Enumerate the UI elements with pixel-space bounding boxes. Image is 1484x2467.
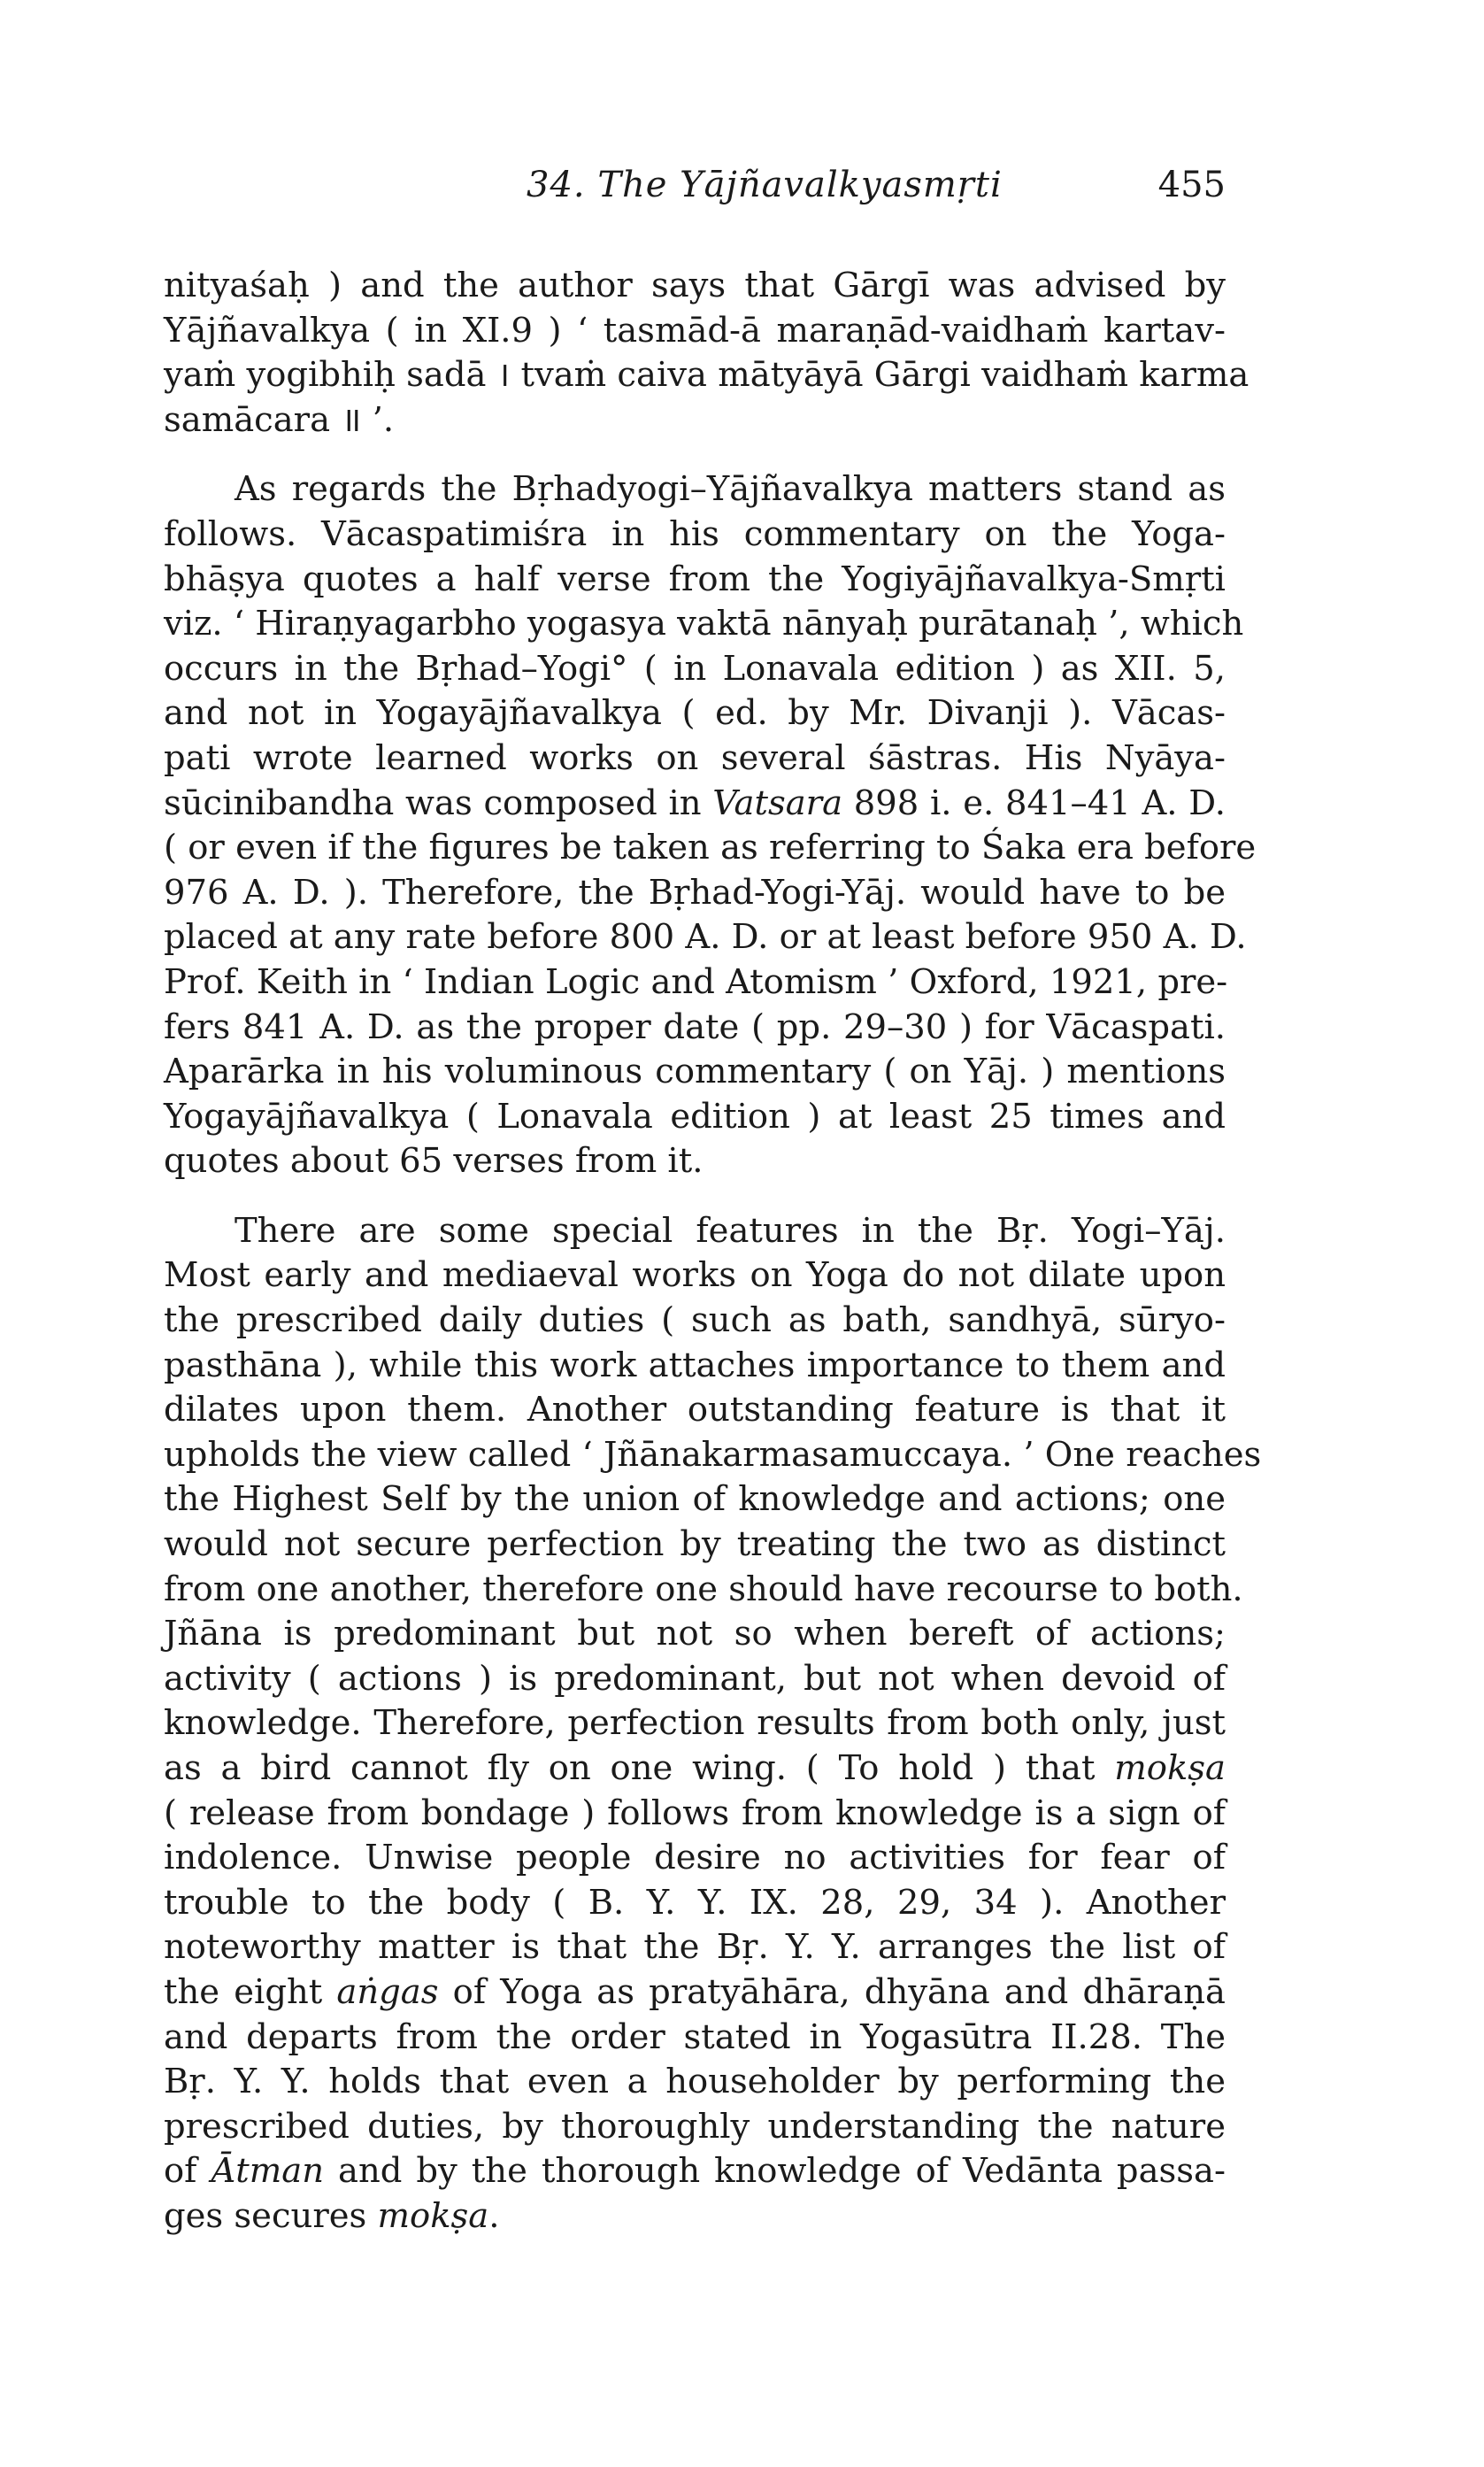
text-line: 976 A. D. ). Therefore, the Bṛhad-Yogi-Yāj. would have to be — [164, 872, 1226, 913]
text-line: ( release from bondage ) follows from knowledge is a sign of — [164, 1792, 1226, 1833]
text-line: as a bird cannot fly on one wing. ( To hold ) that mokṣa — [164, 1748, 1226, 1788]
text-line: and not in Yogayājñavalkya ( ed. by Mr. Divanji ). Vācas- — [164, 693, 1226, 734]
text-line: bhāṣya quotes a half verse from the Yogiyājñavalkya-Smṛti — [164, 559, 1226, 599]
text-line: fers 841 A. D. as the proper date ( pp. 29–30 ) for Vācaspati. — [164, 1006, 1226, 1047]
paragraph-2 — [164, 467, 1257, 1184]
text-line: Jñāna is predominant but not so when bereft of actions; — [164, 1614, 1226, 1654]
text-line: upholds the view called ‘ Jñānakarmasamuccaya. ’ One reaches — [164, 1434, 1262, 1475]
text-line: samācara ॥ ’. — [164, 399, 395, 440]
text-line: placed at any rate before 800 A. D. or at least before 950 A. D. — [164, 917, 1247, 958]
body-text — [164, 264, 1262, 2240]
text-line: of Ātman and by the thorough knowledge of Vedānta passa- — [164, 2151, 1226, 2192]
paragraph-1 — [164, 264, 1249, 443]
text-line: Bṛ. Y. Y. holds that even a householder by performing the — [164, 2062, 1226, 2102]
text-line: would not secure perfection by treating the two as distinct — [164, 1524, 1226, 1565]
text-line: knowledge. Therefore, perfection results from both only, just — [164, 1703, 1226, 1744]
text-line: viz. ‘ Hiraṇyagarbho yogasya vaktā nānyaḥ purātanaḥ ’, which — [164, 604, 1244, 644]
text-line: from one another, therefore one should have recourse to both. — [164, 1569, 1243, 1609]
text-line: quotes about 65 verses from it. — [164, 1141, 704, 1182]
text-line: the prescribed daily duties ( such as bath, sandhyā, sūryo- — [164, 1300, 1226, 1341]
page-number: 455 — [1157, 165, 1226, 205]
text-line: Aparārka in his voluminous commentary ( on Yāj. ) mentions — [164, 1052, 1226, 1092]
text-line: Yājñavalkya ( in XI.9 ) ‘ tasmād-ā maraṇād-vaidhaṁ kartav- — [164, 310, 1226, 351]
running-head — [164, 165, 1226, 218]
text-line: pati wrote learned works on several śāstras. His Nyāya- — [164, 737, 1226, 778]
text-line: ( or even if the figures be taken as referring to Śaka era before — [164, 828, 1257, 868]
text-line: occurs in the Bṛhad–Yogi° ( in Lonavala edition ) as XII. 5, — [164, 648, 1226, 689]
text-line: activity ( actions ) is predominant, but not when devoid of — [164, 1658, 1226, 1699]
text-line: As regards the Bṛhadyogi–Yājñavalkya matters stand as — [235, 469, 1226, 510]
text-line: Most early and mediaeval works on Yoga do not dilate upon — [164, 1255, 1226, 1296]
text-line: noteworthy matter is that the Bṛ. Y. Y. arranges the list of — [164, 1927, 1226, 1968]
text-line: prescribed duties, by thoroughly understanding the nature — [164, 2106, 1226, 2147]
text-line: ges secures mokṣa. — [164, 2195, 500, 2236]
text-line: and departs from the order stated in Yogasūtra II.28. The — [164, 2016, 1226, 2057]
text-line: trouble to the body ( B. Y. Y. IX. 28, 29, 34 ). Another — [164, 1882, 1226, 1923]
text-line: the Highest Self by the union of knowledge and actions; one — [164, 1479, 1226, 1520]
text-line: indolence. Unwise people desire no activities for fear of — [164, 1838, 1226, 1878]
text-line: the eight aṅgas of Yoga as pratyāhāra, dhyāna and dhāraṇā — [164, 1971, 1226, 2012]
text-line: nityaśaḥ ) and the author says that Gārgī was advised by — [164, 266, 1226, 305]
text-line: Prof. Keith in ‘ Indian Logic and Atomism ’ Oxford, 1921, pre- — [164, 961, 1228, 1002]
paragraph-3 — [164, 1209, 1262, 2240]
text-line: There are some special features in the Bṛ. Yogi–Yāj. — [235, 1210, 1226, 1251]
running-title: 34. The Yājñavalkyasmṛti — [527, 165, 1003, 205]
text-line: follows. Vācaspatimiśra in his commentary on the Yoga- — [164, 513, 1226, 554]
text-line: dilates upon them. Another outstanding feature is that it — [164, 1390, 1226, 1430]
text-line: pasthāna ), while this work attaches importance to them and — [164, 1345, 1226, 1385]
text-line: Yogayājñavalkya ( Lonavala edition ) at least 25 times and — [164, 1096, 1226, 1137]
text-line: yaṁ yogibhiḥ sadā । tvaṁ caiva mātyāyā Gārgi vaidhaṁ karma — [164, 355, 1249, 396]
text-line: sūcinibandha was composed in Vatsara 898 i. e. 841–41 A. D. — [164, 783, 1226, 823]
